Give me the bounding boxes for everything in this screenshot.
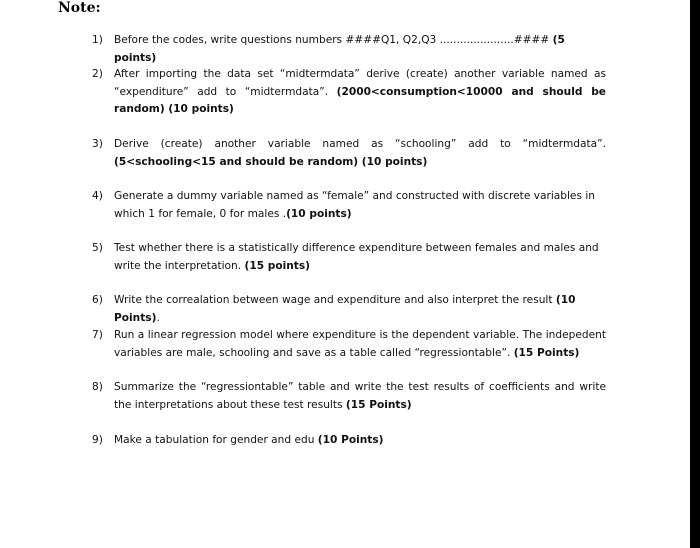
question-text: Generate a dummy variable named as “female” and constructed with discrete variables in which 1 for female, 0 for males . [114,190,595,220]
question-points: (10 Points) [114,294,576,324]
question-1 [114,32,606,67]
question-points: (10 Points) [317,434,384,446]
question-text: Derive (create) another variable named as “schooling” add to “midtermdata”. [114,138,606,150]
question-points: (10 points) [286,207,352,220]
question-points: (5 points) [114,34,565,64]
question-3 [114,136,606,171]
question-points: (5<schooling<15 and should be random) (10 points) [114,155,428,168]
question-2 [114,66,606,119]
question-text: After importing the data set “midtermdata” derive (create) another variable named as “expenditure” add to “midtermdata”. [114,68,606,98]
question-number: 7) [92,329,103,341]
question-number: 5) [92,242,103,254]
question-number: 8) [92,381,103,393]
question-text: Run a linear regression model where expenditure is the dependent variable. The indepedent variables are male, schooling and save as a table called “regressiontable”. [114,329,606,359]
question-points: (15 Points) [345,398,412,411]
question-points: (2000<consumption<10000 and should be random) (10 points) [114,85,606,115]
question-5 [114,240,606,275]
question-text: Test whether there is a statistically difference expenditure between females and males and write the interpretation. [114,242,599,272]
question-number: 6) [92,294,103,306]
question-number: 4) [92,190,103,202]
question-text: Before the codes, write questions numbers ####Q1, Q2,Q3 ......................#### [114,34,553,46]
question-8 [114,379,606,414]
question-points: (15 points) [244,259,311,272]
question-6 [114,292,606,327]
question-number: 2) [92,68,103,80]
page-edge [690,0,700,548]
question-tail: . [156,311,160,324]
question-points: (15 Points) [513,346,580,359]
question-number: 1) [92,34,103,46]
question-text: Write the correalation between wage and expenditure and also interpret the result [114,294,556,306]
question-number: 9) [92,434,103,446]
question-9 [114,432,606,450]
question-4 [114,188,606,223]
question-number: 3) [92,138,103,150]
question-text: Make a tabulation for gender and edu [114,434,318,446]
question-text: Summarize the “regressiontable” table and write the test results of coefficients and write the interpretations about these test results [114,381,606,411]
question-7 [114,327,606,362]
note-title: Note: [58,0,101,16]
